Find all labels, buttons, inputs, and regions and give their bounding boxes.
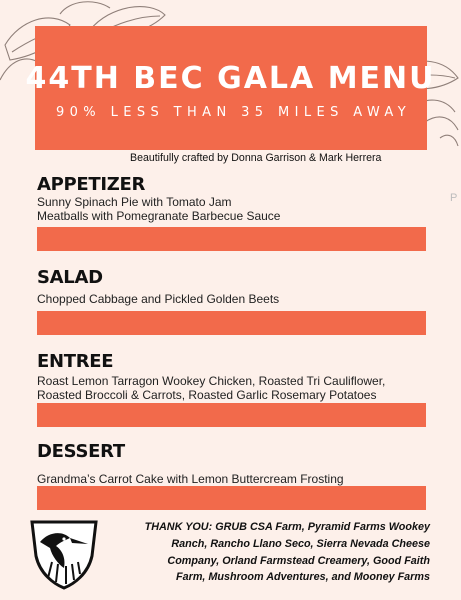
menu-item: Sunny Spinach Pie with Tomato Jam — [37, 195, 232, 209]
menu-title: 44TH BEC GALA MENU — [25, 61, 436, 96]
thank-you-line: Company, Orland Farmstead Creamery, Good Faith — [167, 554, 430, 567]
thank-you-line: THANK YOU: GRUB CSA Farm, Pyramid Farms Wookey — [144, 521, 430, 533]
thank-you-line: Ranch, Rancho Llano Seco, Sierra Nevada Cheese — [171, 537, 430, 550]
section-entree — [37, 352, 427, 402]
section-heading: DESSERT — [37, 441, 125, 462]
menu-item: Chopped Cabbage and Pickled Golden Beets — [37, 292, 280, 306]
credit-line: Beautifully crafted by Donna Garrison & Mark Herrera — [130, 152, 382, 164]
menu-item: Grandma’s Carrot Cake with Lemon Buttercream Frosting — [37, 472, 344, 486]
menu-item: Roast Lemon Tarragon Wookey Chicken, Roasted Tri Cauliflower, — [37, 374, 386, 388]
thank-you-note — [112, 519, 430, 586]
section-heading: SALAD — [37, 267, 103, 288]
edge-text: P — [450, 192, 458, 204]
section-divider-bar — [37, 227, 426, 251]
heron-shield-icon — [26, 516, 102, 590]
thank-you-line: Farm, Mushroom Adventures, and Mooney Farms — [176, 571, 430, 584]
menu-item: Meatballs with Pomegranate Barbecue Sauce — [37, 209, 281, 223]
menu-item: Roasted Broccoli & Carrots, Roasted Garlic Rosemary Potatoes — [37, 388, 377, 402]
section-divider-bar — [37, 403, 426, 427]
section-salad — [37, 268, 427, 306]
section-divider-bar — [37, 311, 426, 335]
section-heading: APPETIZER — [37, 174, 146, 195]
section-divider-bar — [37, 486, 426, 510]
section-dessert — [37, 442, 427, 486]
section-heading: ENTREE — [37, 351, 114, 372]
section-appetizer — [37, 175, 427, 223]
menu-subtitle: 90% LESS THAN 35 MILES AWAY — [55, 105, 412, 120]
